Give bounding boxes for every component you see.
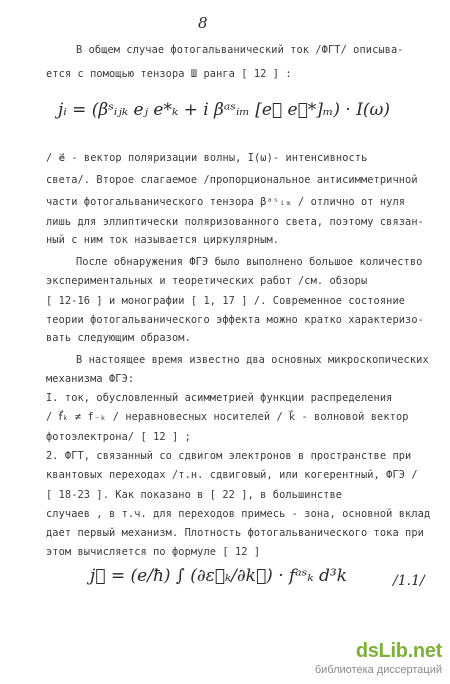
text-line: этом вычисляется по формуле [ 12 ] — [46, 546, 261, 558]
text-line: экспериментальных и теоретических работ /см. обзоры — [46, 275, 368, 287]
text-line: / f⃗ₖ ≠ f₋ₖ / неравновесных носителей / k⃗ - волновой вектор — [46, 411, 409, 423]
text-line: В настоящее время известно два основных микроскопических — [76, 354, 429, 366]
text-line: ется с помощью тензора Ш ранга [ 12 ] : — [46, 68, 292, 80]
text-line: теории фотогальванического эффекта можно кратко характеризо- — [46, 314, 424, 326]
text-line: [ 18-23 ]. Как показано в [ 22 ], в большинстве — [46, 489, 343, 501]
text-line: фотоэлектрона/ [ 12 ] ; — [46, 431, 191, 443]
text-line: случаев , в т.ч. для переходов примесь - зона, основной вклад — [46, 508, 431, 520]
formula-photocurrent-tensor: jᵢ = (βˢᵢⱼₖ eⱼ e*ₖ + i βᵃˢᵢₘ [e⃗ e⃗*]ₘ) · I(ω) — [58, 100, 391, 120]
formula-photocurrent-density: j⃗ = (e/ħ) ∫ (∂ε⃗ₖ/∂k⃗) · fᵃˢₖ d³k — [90, 566, 348, 586]
page-number: 8 — [198, 14, 208, 32]
text-line: [ 12-16 ] и монографии [ 1, 17 ] /. Современное состояние — [46, 295, 406, 307]
text-line: / e⃗ - вектор поляризации волны, I(ω)- интенсивность — [46, 152, 368, 164]
text-line: вать следующим образом. — [46, 332, 191, 344]
text-line: 2. ФГТ, связанный со сдвигом электронов в пространстве при — [46, 450, 412, 462]
text-line: После обнаружения ФГЭ было выполнено большое количество — [76, 256, 423, 268]
text-line: лишь для эллиптически поляризованного света, поэтому связан- — [46, 216, 424, 228]
watermark-subtitle: библиотека диссертаций — [314, 664, 442, 676]
text-line: В общем случае фотогальванический ток /ФГТ/ описыва- — [76, 44, 404, 56]
equation-number: /1.1/ — [393, 573, 425, 589]
text-line: дает первый механизм. Плотность фотогальванического тока при — [46, 527, 424, 539]
watermark-logo[interactable]: dsLib.net — [355, 640, 442, 662]
text-line: I. ток, обусловленный асимметрией функции распределения — [46, 392, 393, 404]
text-line: механизма ФГЭ: — [46, 373, 135, 385]
text-line: света/. Второе слагаемое /пропорциональное антисимметричной — [46, 174, 418, 186]
text-line: части фотогальванического тензора βᵃˢᵢₘ / отлично от нуля — [46, 196, 406, 208]
text-line: ный с ним ток называется циркулярным. — [46, 234, 280, 246]
watermark — [315, 640, 442, 676]
text-line: квантовых переходах /т.н. сдвиговый, или когерентный, ФГЭ / — [46, 469, 418, 481]
